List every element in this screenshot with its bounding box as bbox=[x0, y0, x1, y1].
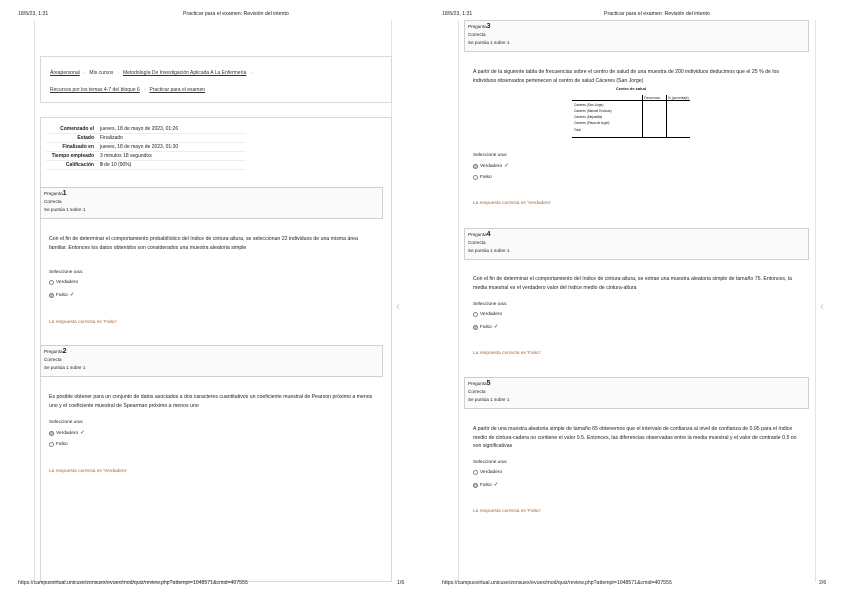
question-5-option-true[interactable]: Verdadero bbox=[473, 470, 502, 475]
summary-state-value: Finalizado bbox=[100, 135, 123, 141]
question-info-1 bbox=[40, 187, 383, 219]
question-4-option-true[interactable]: Verdadero bbox=[473, 312, 502, 317]
question-4-text: Con el fin de determinar el comportamiento del índice de cintura-altura, se extrae una muestra aleatoria simple de tamaño 75. Entonces, la media muestral es el verdadero valor del índice medio de cintura-altura bbox=[473, 276, 792, 291]
page-nav-chevron-icon[interactable]: ‹ bbox=[820, 299, 824, 313]
question-3-prompt: Seleccione una: bbox=[473, 153, 508, 158]
summary-grade-label: Calificación bbox=[65, 162, 94, 168]
header-datetime: 18/5/23, 1:31 bbox=[442, 11, 473, 17]
question-status: Correcta bbox=[468, 240, 486, 245]
footer-page-number: 2/6 bbox=[819, 580, 827, 586]
summary-started-value: jueves, 18 de mayo de 2023, 01:26 bbox=[100, 126, 179, 132]
header-datetime: 18/5/23, 1:31 bbox=[18, 11, 49, 17]
radio-button[interactable] bbox=[49, 280, 54, 285]
radio-button[interactable] bbox=[49, 442, 54, 447]
summary-state-label: Estado bbox=[77, 135, 94, 141]
table-rule bbox=[642, 95, 643, 138]
question-5-option-false[interactable]: Falso ✓ bbox=[473, 482, 498, 488]
footer-page-number: 1/6 bbox=[397, 580, 405, 586]
figure-col-percent: % (porcentaje) bbox=[668, 96, 689, 100]
radio-button-selected[interactable] bbox=[473, 164, 478, 169]
question-2-feedback: La respuesta correcta es 'Verdadero' bbox=[49, 469, 128, 474]
header-title: Practicar para el examen: Revisión del intento bbox=[604, 11, 710, 17]
pdf-page-2 bbox=[424, 0, 848, 599]
radio-button[interactable] bbox=[473, 175, 478, 180]
check-icon: ✓ bbox=[493, 482, 499, 488]
question-1-option-true[interactable]: Verdadero bbox=[49, 280, 78, 285]
question-1-option-false[interactable]: Falso ✓ bbox=[49, 292, 74, 298]
question-info-5 bbox=[464, 377, 809, 409]
footer-url: https://campusvirtual.unicuse/zonsuex/evuex/mod/quiz/review.php?attempt=1048571&cmid=407555 bbox=[18, 580, 248, 586]
radio-button-selected[interactable] bbox=[49, 431, 54, 436]
question-info-2 bbox=[40, 345, 383, 377]
question-2-option-true[interactable]: Verdadero ✓ bbox=[49, 430, 85, 436]
radio-button-selected[interactable] bbox=[473, 325, 478, 330]
attempt-summary-table bbox=[46, 125, 246, 170]
question-info-3 bbox=[464, 20, 809, 52]
question-score: Se puntúa 1 sobre 1 bbox=[44, 365, 86, 370]
breadcrumb-separator: › bbox=[117, 70, 119, 76]
frequency-table-figure bbox=[572, 86, 690, 138]
breadcrumb bbox=[50, 70, 256, 76]
breadcrumb-courses[interactable]: Mis cursos bbox=[89, 70, 114, 76]
summary-grade-total: de 10 (90%) bbox=[104, 162, 132, 168]
check-icon: ✓ bbox=[493, 324, 499, 330]
footer-url: https://campusvirtual.unicuse/zonsuex/evuex/mod/quiz/review.php?attempt=1048571&cmid=407555 bbox=[442, 580, 672, 586]
question-2-text: Es posible obtener para un conjunto de datos asociados a dos caracteres cuantitativos un coeficiente muestral de Pearson próximo a menos uno y el coeficiente muestral de Spearman próximo a menos uno bbox=[49, 394, 373, 409]
question-status: Correcta bbox=[468, 32, 486, 37]
question-2-option-false[interactable]: Falso bbox=[49, 442, 68, 447]
question-5-prompt: Seleccione una: bbox=[473, 460, 508, 465]
question-1-feedback: La respuesta correcta es 'Falso' bbox=[49, 320, 117, 325]
question-3-text: A partir de la siguiente tabla de frecuencias sobre el centro de salud de una muestra de 200 individuos deducimos que el 25 % de los individuos observados pertenecen al centro de salud Cáceres (San Jorge) bbox=[473, 69, 779, 84]
question-score: Se puntúa 1 sobre 1 bbox=[468, 248, 510, 253]
summary-time-label: Tiempo empleado bbox=[51, 153, 94, 159]
summary-started-label: Comenzado el bbox=[60, 126, 94, 132]
check-icon: ✓ bbox=[80, 430, 85, 436]
breadcrumb-line-2 bbox=[50, 87, 205, 93]
summary-finished-label: Finalizado en bbox=[62, 144, 94, 150]
summary-grade-score: 9 bbox=[100, 162, 103, 168]
breadcrumb-separator: › bbox=[250, 70, 253, 76]
radio-button-selected[interactable] bbox=[473, 483, 478, 488]
question-4-option-false[interactable]: Falso ✓ bbox=[473, 324, 498, 330]
question-score: Se puntúa 1 sobre 1 bbox=[468, 40, 510, 45]
question-status: Correcta bbox=[44, 199, 62, 204]
figure-row-label: Total bbox=[574, 128, 581, 132]
table-rule bbox=[572, 137, 690, 138]
summary-time-value: 3 minutos 18 segundos bbox=[100, 153, 152, 159]
radio-button[interactable] bbox=[473, 312, 478, 317]
question-number: Pregunta1 bbox=[44, 190, 67, 197]
table-rule bbox=[666, 95, 667, 138]
radio-button[interactable] bbox=[473, 470, 478, 475]
page-nav-chevron-icon[interactable]: ‹ bbox=[396, 299, 400, 313]
question-3-feedback: La respuesta correcta es 'Verdadero' bbox=[473, 201, 552, 206]
question-3-option-true[interactable]: Verdadero ✓ bbox=[473, 163, 509, 169]
breadcrumb-separator: › bbox=[143, 87, 146, 93]
figure-row-label: Cáceres (Plaza de Argel) bbox=[574, 121, 610, 125]
question-2-prompt: Seleccione una: bbox=[49, 420, 84, 425]
breadcrumb-home-link[interactable]: Áreapersonal bbox=[50, 70, 80, 76]
question-5-feedback: La respuesta correcta es 'Falso' bbox=[473, 509, 541, 514]
figure-row-label: Cáceres (Mejostilla) bbox=[574, 115, 603, 119]
question-status: Correcta bbox=[44, 357, 62, 362]
question-number: Pregunta3 bbox=[468, 23, 491, 30]
question-number: Pregunta4 bbox=[468, 231, 491, 238]
check-icon: ✓ bbox=[69, 292, 75, 298]
summary-grade-value bbox=[98, 161, 246, 170]
question-score: Se puntúa 1 sobre 1 bbox=[44, 207, 86, 212]
question-info-4 bbox=[464, 228, 809, 260]
question-1-prompt: Seleccione una: bbox=[49, 270, 84, 275]
figure-row-label: Cáceres (San Jorge) bbox=[574, 103, 604, 107]
question-status: Correcta bbox=[468, 389, 486, 394]
breadcrumb-course-link[interactable]: Metodología De Investigación Aplicada A La Enfermería bbox=[123, 70, 247, 76]
question-4-prompt: Seleccione una: bbox=[473, 302, 508, 307]
question-number: Pregunta5 bbox=[468, 380, 491, 387]
figure-row-label: Cáceres (Manuel Encinas) bbox=[574, 109, 612, 113]
breadcrumb-card bbox=[40, 56, 392, 103]
summary-finished-value: jueves, 18 de mayo de 2023, 01:30 bbox=[100, 144, 179, 150]
check-icon: ✓ bbox=[504, 163, 509, 169]
breadcrumb-quiz-link[interactable]: Practicar para el examen bbox=[149, 87, 206, 93]
question-3-option-false[interactable]: Falso bbox=[473, 175, 492, 180]
header-title: Practicar para el examen: Revisión del intento bbox=[183, 11, 289, 17]
breadcrumb-separator: › bbox=[83, 70, 86, 76]
breadcrumb-section-link[interactable]: Recursos por los temas 4-7 del bloque 6 bbox=[50, 87, 140, 93]
question-1-text: Con el fin de determinar el comportamiento probabilístico del índice de cintura-altura, se seleccionan 22 individuos de una misma área familiar. Entonces los datos obtenidos son considerados una muestra aleatoria simple bbox=[49, 236, 358, 251]
question-score: Se puntúa 1 sobre 1 bbox=[468, 397, 510, 402]
table-rule bbox=[572, 100, 690, 101]
question-5-text: A partir de una muestra aleatoria simple de tamaño 65 obtenemos que el intervalo de confianza al nivel de confianza de 0.95 para el índice medio de cintura-cadera no contiene el valor 0.5. Entonces, las diferencias observadas entre la media muestral y el valor de contraste 0.5 no son significativas bbox=[473, 426, 797, 450]
question-number: Pregunta2 bbox=[44, 348, 67, 355]
figure-col-frequency: Frecuencia bbox=[644, 96, 660, 100]
radio-button-selected[interactable] bbox=[49, 293, 54, 298]
question-4-feedback: La respuesta correcta es 'Falso' bbox=[473, 351, 541, 356]
figure-title: Centro de salud bbox=[615, 86, 647, 91]
